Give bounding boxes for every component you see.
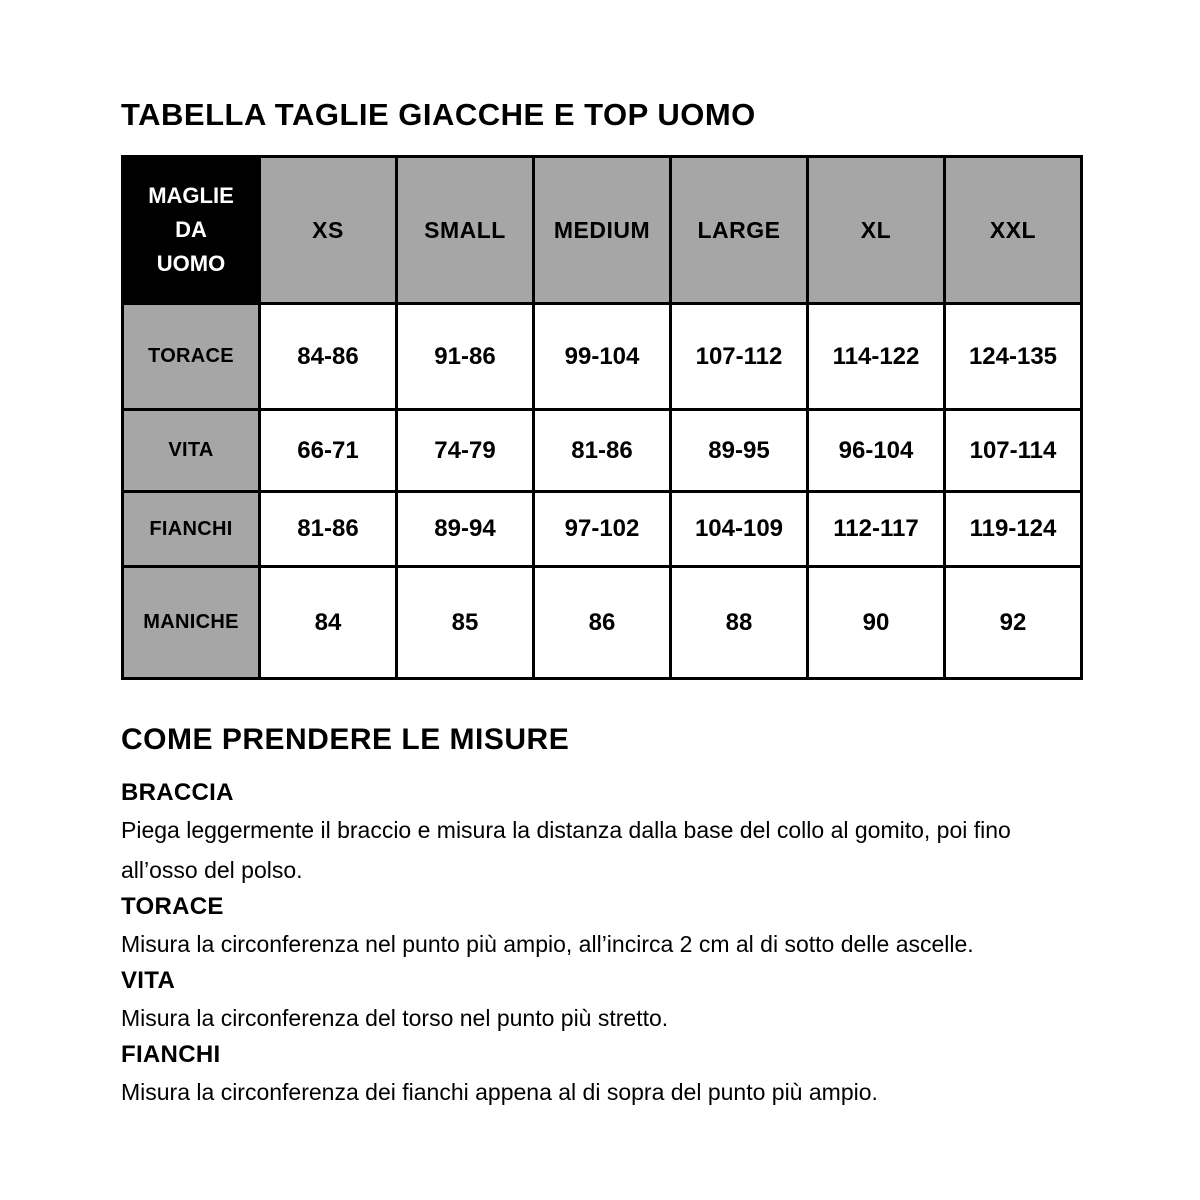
measure-guide-title: COME PRENDERE LE MISURE — [121, 723, 570, 756]
measure-text-torace: Misura la circonferenza nel punto più ampio, all’incirca 2 cm al di sotto delle ascelle. — [121, 931, 974, 957]
size-cell: 84 — [260, 567, 397, 679]
corner-line: MAGLIE — [148, 183, 234, 208]
size-column-header-xxl: XXL — [945, 157, 1082, 304]
size-column-header-small: SMALL — [397, 157, 534, 304]
size-table-grid — [121, 155, 1083, 680]
table-row-fianchi — [123, 492, 1082, 567]
corner-cell — [123, 157, 260, 304]
size-cell: 89-94 — [397, 492, 534, 567]
table-row-maniche — [123, 567, 1082, 679]
size-cell: 66-71 — [260, 410, 397, 492]
corner-line: DA — [175, 217, 207, 242]
size-column-header-medium: MEDIUM — [534, 157, 671, 304]
measure-heading-torace: TORACE — [121, 893, 224, 920]
table-row-vita — [123, 410, 1082, 492]
measure-text-fianchi: Misura la circonferenza dei fianchi appena al di sopra del punto più ampio. — [121, 1079, 878, 1105]
size-column-header-xs: XS — [260, 157, 397, 304]
size-cell: 114-122 — [808, 304, 945, 410]
measure-guide — [121, 722, 1083, 1112]
size-cell: 99-104 — [534, 304, 671, 410]
size-cell: 107-112 — [671, 304, 808, 410]
size-cell: 85 — [397, 567, 534, 679]
size-cell: 107-114 — [945, 410, 1082, 492]
row-label-vita: VITA — [123, 410, 260, 492]
size-cell: 119-124 — [945, 492, 1082, 567]
size-cell: 84-86 — [260, 304, 397, 410]
size-cell: 112-117 — [808, 492, 945, 567]
size-cell: 86 — [534, 567, 671, 679]
table-row-torace — [123, 304, 1082, 410]
size-column-header-large: LARGE — [671, 157, 808, 304]
page-title: TABELLA TAGLIE GIACCHE E TOP UOMO — [121, 97, 756, 132]
size-cell: 74-79 — [397, 410, 534, 492]
measure-heading-vita: VITA — [121, 967, 176, 994]
measure-text-vita: Misura la circonferenza del torso nel punto più stretto. — [121, 1005, 669, 1031]
size-cell: 89-95 — [671, 410, 808, 492]
measure-heading-fianchi: FIANCHI — [121, 1041, 221, 1068]
size-cell: 90 — [808, 567, 945, 679]
size-table-header-row — [123, 157, 1082, 304]
size-cell: 81-86 — [260, 492, 397, 567]
size-column-header-xl: XL — [808, 157, 945, 304]
size-cell: 92 — [945, 567, 1082, 679]
size-cell: 104-109 — [671, 492, 808, 567]
row-label-torace: TORACE — [123, 304, 260, 410]
row-label-fianchi: FIANCHI — [123, 492, 260, 567]
size-cell: 97-102 — [534, 492, 671, 567]
row-label-maniche: MANICHE — [123, 567, 260, 679]
size-cell: 91-86 — [397, 304, 534, 410]
measure-heading-braccia: BRACCIA — [121, 779, 234, 806]
size-cell: 88 — [671, 567, 808, 679]
size-cell: 124-135 — [945, 304, 1082, 410]
measure-text-braccia: Piega leggermente il braccio e misura la distanza dalla base del collo al gomito, poi fino all’osso del polso. — [121, 817, 1011, 883]
corner-line: UOMO — [156, 251, 226, 276]
size-cell: 81-86 — [534, 410, 671, 492]
size-cell: 96-104 — [808, 410, 945, 492]
size-table — [121, 155, 1083, 680]
